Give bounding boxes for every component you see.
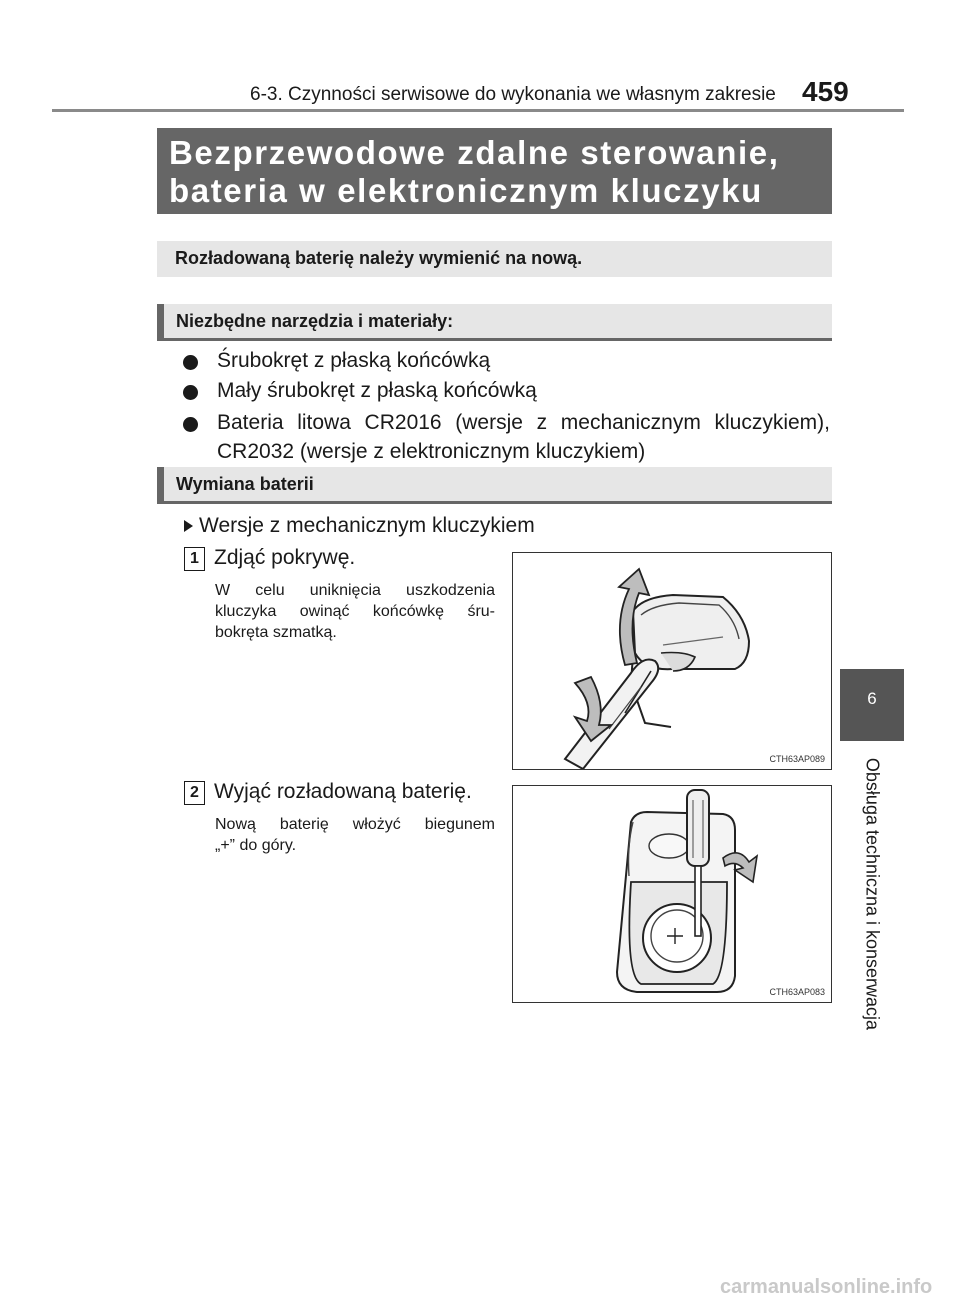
intro-bar — [157, 241, 832, 277]
tool-item-3: Bateria litowa CR2016 (wersje z mechanicznym kluczykiem), — [217, 411, 830, 434]
figure-remove-battery — [512, 785, 832, 1003]
figure-1-code: CTH63AP089 — [769, 754, 825, 764]
step-1-number: 1 — [184, 547, 205, 571]
key-cover-illustration — [513, 553, 831, 769]
bullet-icon — [183, 355, 198, 370]
triangle-icon — [184, 520, 193, 532]
page-title — [157, 128, 832, 214]
replace-heading — [157, 467, 832, 504]
header-rule — [52, 109, 904, 112]
chapter-tab-number[interactable]: 6 — [840, 669, 904, 741]
section-header: 6-3. Czynności serwisowe do wykonania we własnym zakresie — [250, 84, 776, 105]
tools-heading — [157, 304, 832, 341]
battery-illustration — [513, 786, 831, 1002]
tool-item-3-cont: CR2032 (wersje z elektronicznym kluczykiem) — [217, 440, 646, 463]
figure-2-code: CTH63AP083 — [769, 987, 825, 997]
variant-label: Wersje z mechanicznym kluczykiem — [199, 514, 535, 537]
step-2-number: 2 — [184, 781, 205, 805]
bullet-icon — [183, 417, 198, 432]
step-1-note-line-2: kluczyka owinąć końcówkę śru- — [215, 603, 495, 620]
step-2-note — [215, 814, 495, 856]
step-2-note-line-2: „+” do góry. — [215, 837, 297, 854]
tool-item-2: Mały śrubokręt z płaską końcówką — [217, 379, 537, 402]
replace-heading-text: Wymiana baterii — [176, 474, 314, 494]
page-title-line-2: bateria w elektronicznym kluczyku — [169, 172, 763, 209]
footer-watermark: carmanualsonline.info — [720, 1276, 933, 1298]
intro-text: Rozładowaną baterię należy wymienić na nową. — [175, 248, 583, 268]
step-1-note — [215, 580, 495, 643]
tools-heading-text: Niezbędne narzędzia i materiały: — [176, 311, 454, 331]
page-title-line-1: Bezprzewodowe zdalne sterowanie, — [169, 134, 780, 171]
tool-item-1: Śrubokręt z płaską końcówką — [217, 349, 491, 372]
figure-remove-cover — [512, 552, 832, 770]
step-1-title: Zdjąć pokrywę. — [214, 546, 356, 569]
chapter-tab-label: Obsługa techniczna i konserwacja — [862, 757, 883, 1031]
step-1-note-line-3: bokręta szmatką. — [215, 624, 337, 641]
step-1-note-line-1: W celu uniknięcia uszkodzenia — [215, 582, 495, 599]
page-number: 459 — [802, 76, 849, 107]
step-2-title: Wyjąć rozładowaną baterię. — [214, 780, 472, 803]
bullet-icon — [183, 385, 198, 400]
step-2-note-line-1: Nową baterię włożyć biegunem — [215, 816, 495, 833]
chapter-tab-side[interactable] — [840, 744, 904, 1044]
